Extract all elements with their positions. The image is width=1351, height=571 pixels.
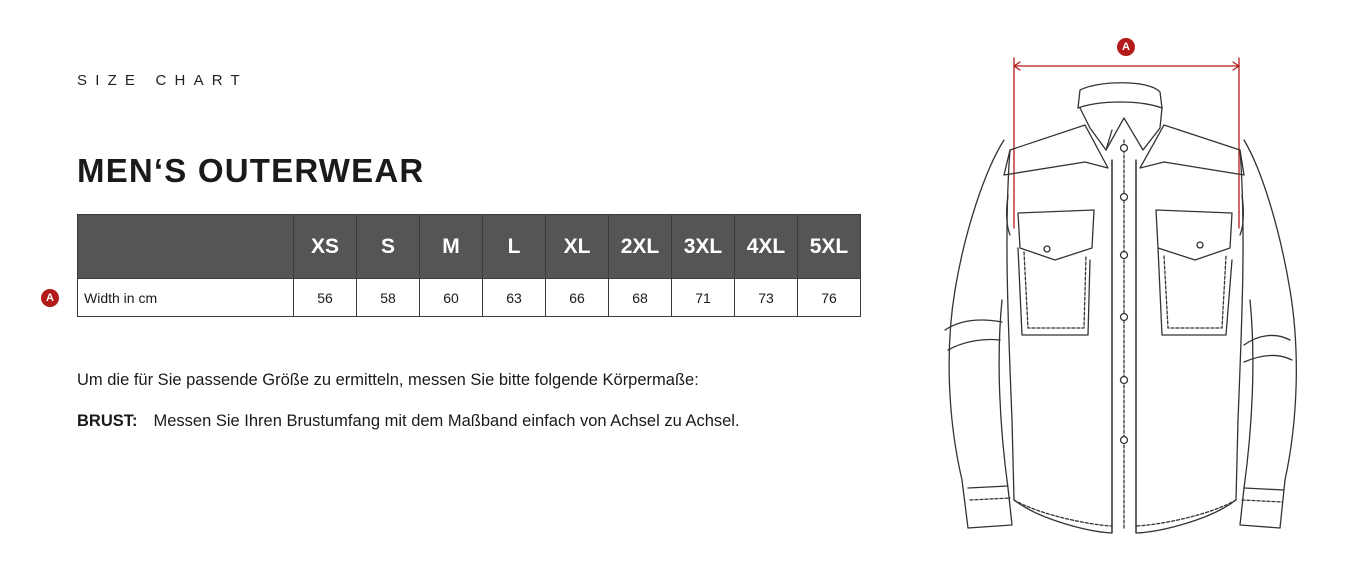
shirt-illustration-icon [930,30,1300,550]
size-header-3xl: 3XL [672,215,735,279]
table-cell: 60 [420,279,483,317]
table-cell: 71 [672,279,735,317]
size-header-row [78,215,861,279]
chest-width-measure [1014,58,1239,228]
size-header-5xl: 5XL [798,215,861,279]
table-cell: 73 [735,279,798,317]
row-marker-a: A [41,289,59,307]
size-chart-eyebrow: SIZE CHART [77,72,248,89]
size-header-l: L [483,215,546,279]
table-cell: 63 [483,279,546,317]
size-header-2xl: 2XL [609,215,672,279]
size-header-xl: XL [546,215,609,279]
header-corner-cell [78,215,294,279]
size-header-s: S [357,215,420,279]
table-cell: 76 [798,279,861,317]
table-cell: 66 [546,279,609,317]
table-row [78,279,861,317]
page-title: MEN‘S OUTERWEAR [77,152,425,189]
brust-text: Messen Sie Ihren Brustumfang mit dem Maßband einfach von Achsel zu Achsel. [153,412,740,430]
brust-label: BRUST: [77,412,138,430]
brust-instruction [77,412,740,431]
table-cell: 68 [609,279,672,317]
row-label-width: Width in cm [78,279,294,317]
figure-marker-a: A [1117,38,1135,56]
table-cell: 58 [357,279,420,317]
size-header-4xl: 4XL [735,215,798,279]
size-header-m: M [420,215,483,279]
size-header-xs: XS [294,215,357,279]
measurement-intro: Um die für Sie passende Größe zu ermitteln, messen Sie bitte folgende Körpermaße: [77,371,699,389]
table-cell: 56 [294,279,357,317]
size-table [77,214,861,317]
